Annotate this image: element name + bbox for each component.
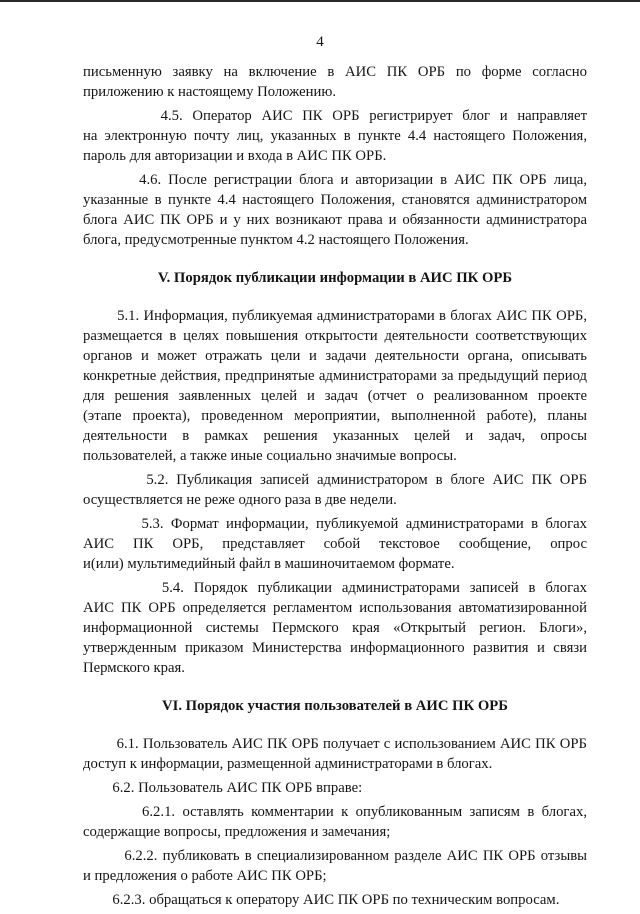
text-line: указанные в пункте 4.4 настоящего Положения, становятся администратором bbox=[83, 192, 587, 208]
text-line: содержащие вопросы, предложения и замечания; bbox=[83, 824, 391, 840]
text-line: приложению к настоящему Положению. bbox=[83, 84, 336, 100]
text-line: для решения заявленных целей и задач (отчет о реализованном проекте bbox=[83, 388, 587, 404]
text-line: доступ к информации, размещенной администраторами в блогах. bbox=[83, 756, 493, 772]
text-line: 6.1. Пользователь АИС ПК ОРБ получает с использованием АИС ПК ОРБ bbox=[83, 736, 587, 752]
text-line: блога, предусмотренные пунктом 4.2 настоящего Положения. bbox=[83, 232, 469, 248]
text-line: информационной системы Пермского края «Открытый регион. Блоги», bbox=[83, 620, 587, 636]
text-line: (этапе проекта), проведенном мероприятии, выполненной работе), планы bbox=[83, 408, 587, 424]
paragraph bbox=[83, 778, 587, 798]
text-line: Пермского края. bbox=[83, 660, 185, 676]
text-line: конкретные действия, предпринятые администраторами за предыдущий период bbox=[83, 368, 587, 384]
text-line: пользователей, а также иные социально значимые вопросы. bbox=[83, 448, 457, 464]
paragraph bbox=[83, 734, 587, 774]
text-line: и(или) мультимедийный файл в машиночитаемом формате. bbox=[83, 556, 455, 572]
text-line: 6.2.2. публиковать в специализированном разделе АИС ПК ОРБ отзывы bbox=[83, 848, 587, 864]
paragraph bbox=[83, 306, 587, 466]
text-line: утвержденным приказом Министерства информационного развития и связи bbox=[83, 640, 587, 656]
section-heading: VI. Порядок участия пользователей в АИС ПК ОРБ bbox=[162, 698, 508, 714]
text-line: органов и может отражать цели и задачи деятельности органа, описывать bbox=[83, 348, 587, 364]
paragraph bbox=[83, 802, 587, 842]
scan-top-border bbox=[0, 0, 640, 2]
text-line: АИС ПК ОРБ, представляет собой текстовое сообщение, опрос bbox=[83, 536, 587, 552]
text-line: 5.1. Информация, публикуемая администраторами в блогах АИС ПК ОРБ, bbox=[83, 308, 587, 324]
text-line: размещается в целях повышения открытости деятельности соответствующих bbox=[83, 328, 587, 344]
text-line: АИС ПК ОРБ определяется регламентом использования автоматизированной bbox=[83, 600, 587, 616]
text-line: 6.2.3. обращаться к оператору АИС ПК ОРБ по техническим вопросам. bbox=[83, 892, 560, 908]
text-line: 4.6. После регистрации блога и авторизации в АИС ПК ОРБ лица, bbox=[83, 172, 587, 188]
text-line: письменную заявку на включение в АИС ПК ОРБ по форме согласно bbox=[83, 64, 587, 80]
text-line: деятельности в рамках решения указанных целей и задач, опросы bbox=[83, 428, 587, 444]
text-line: 4.5. Оператор АИС ПК ОРБ регистрирует блог и направляет bbox=[83, 108, 587, 124]
text-line: 6.2. Пользователь АИС ПК ОРБ вправе: bbox=[83, 780, 363, 796]
text-line: 5.3. Формат информации, публикуемой администраторами в блогах bbox=[83, 516, 587, 532]
paragraph bbox=[83, 846, 587, 886]
text-line: 5.4. Порядок публикации администраторами записей в блогах bbox=[83, 580, 587, 596]
document-body bbox=[83, 62, 587, 914]
text-line: пароль для авторизации и входа в АИС ПК ОРБ. bbox=[83, 148, 387, 164]
paragraph bbox=[83, 170, 587, 250]
paragraph bbox=[83, 62, 587, 102]
paragraph bbox=[83, 890, 587, 910]
paragraph bbox=[83, 106, 587, 166]
text-line: на электронную почту лиц, указанных в пункте 4.4 настоящего Положения, bbox=[83, 128, 587, 144]
text-line: 6.2.1. оставлять комментарии к опубликованным записям в блогах, bbox=[83, 804, 587, 820]
text-line: блога АИС ПК ОРБ и у них возникают права и обязанности администратора bbox=[83, 212, 587, 228]
text-line: и предложения о работе АИС ПК ОРБ; bbox=[83, 868, 327, 884]
paragraph bbox=[83, 514, 587, 574]
paragraph bbox=[83, 578, 587, 678]
text-line: осуществляется не реже одного раза в две недели. bbox=[83, 492, 397, 508]
section-heading: V. Порядок публикации информации в АИС ПК ОРБ bbox=[157, 270, 513, 286]
paragraph bbox=[83, 470, 587, 510]
page-number: 4 bbox=[316, 34, 324, 50]
text-line: 5.2. Публикация записей администратором в блоге АИС ПК ОРБ bbox=[83, 472, 587, 488]
